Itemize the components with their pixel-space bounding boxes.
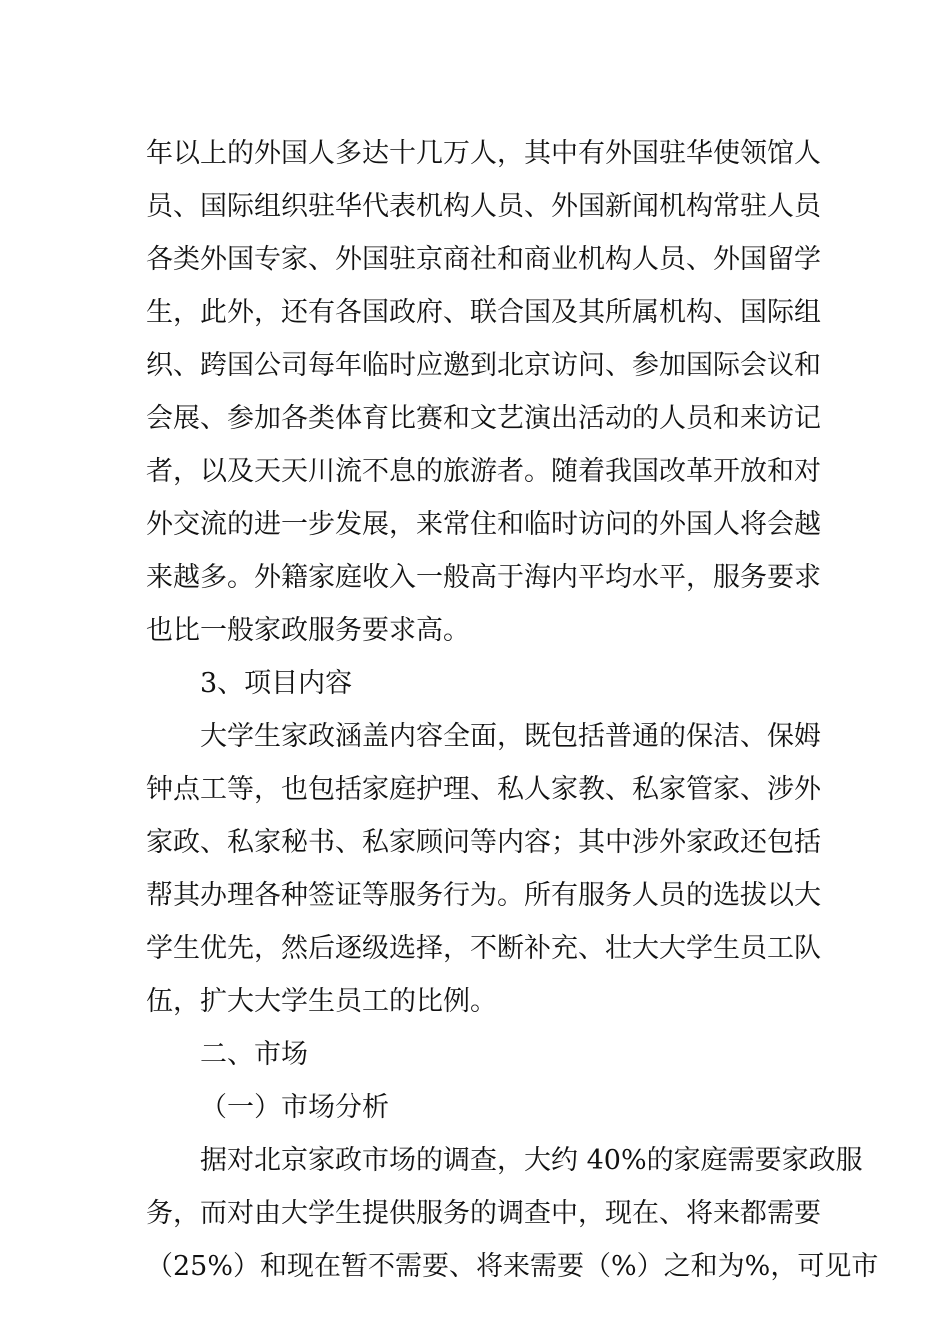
text-line: 来越多。外籍家庭收入一般高于海内平均水平，服务要求 xyxy=(146,562,821,593)
text-line: 员、国际组织驻华代表机构人员、外国新闻机构常驻人员 xyxy=(146,191,821,222)
text-line: 帮其办理各种签证等服务行为。所有服务人员的选拔以大 xyxy=(146,880,821,911)
text-line: 各类外国专家、外国驻京商社和商业机构人员、外国留学 xyxy=(146,244,821,275)
paragraph-first-line: 据对北京家政市场的调查，大约 40%的家庭需要家政服 xyxy=(200,1145,863,1176)
text-line: 会展、参加各类体育比赛和文艺演出活动的人员和来访记 xyxy=(146,403,821,434)
section-heading: 二、市场 xyxy=(200,1039,308,1070)
subsection-heading: （一）市场分析 xyxy=(200,1092,389,1123)
paragraph-first-line: 大学生家政涵盖内容全面，既包括普通的保洁、保姆 xyxy=(200,721,821,752)
text-line: 也比一般家政服务要求高。 xyxy=(146,615,470,646)
text-line: （25%）和现在暂不需要、将来需要（%）之和为%，可见市 xyxy=(146,1251,879,1282)
text-line: 学生优先，然后逐级选择，不断补充、壮大大学生员工队 xyxy=(146,933,821,964)
text-line: 务，而对由大学生提供服务的调查中，现在、将来都需要 xyxy=(146,1198,821,1229)
text-line: 年以上的外国人多达十几万人，其中有外国驻华使领馆人 xyxy=(146,138,821,169)
text-line: 者，以及天天川流不息的旅游者。随着我国改革开放和对 xyxy=(146,456,821,487)
text-line: 织、跨国公司每年临时应邀到北京访问、参加国际会议和 xyxy=(146,350,821,381)
text-line: 伍，扩大大学生员工的比例。 xyxy=(146,986,497,1017)
text-line: 生，此外，还有各国政府、联合国及其所属机构、国际组 xyxy=(146,297,821,328)
text-line: 钟点工等，也包括家庭护理、私人家教、私家管家、涉外 xyxy=(146,774,821,805)
text-line: 外交流的进一步发展，来常住和临时访问的外国人将会越 xyxy=(146,509,821,540)
text-line: 家政、私家秘书、私家顾问等内容；其中涉外家政还包括 xyxy=(146,827,821,858)
section-heading: 3、项目内容 xyxy=(200,668,353,699)
